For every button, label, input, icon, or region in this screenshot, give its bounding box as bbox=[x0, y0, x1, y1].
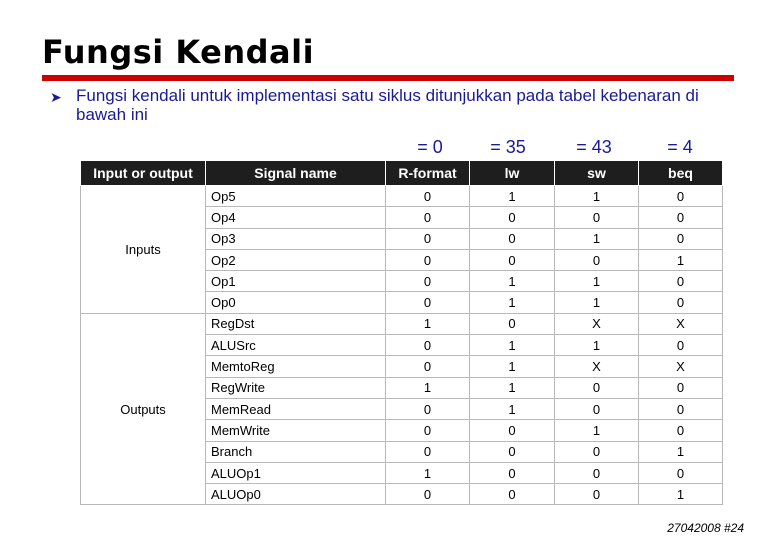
header-input-or-output: Input or output bbox=[81, 161, 206, 186]
signal-value-cell: 1 bbox=[386, 377, 470, 398]
signal-value-cell: 0 bbox=[386, 207, 470, 228]
signal-value-cell: 1 bbox=[555, 420, 639, 441]
signal-value-cell: 0 bbox=[386, 228, 470, 249]
slide-footer: 27042008 #24 bbox=[667, 521, 744, 535]
signal-value-cell: 0 bbox=[555, 207, 639, 228]
signal-value-cell: 0 bbox=[555, 462, 639, 483]
signal-name-cell: Branch bbox=[206, 441, 386, 462]
bullet-point bbox=[50, 86, 750, 124]
signal-value-cell: 0 bbox=[639, 377, 723, 398]
signal-value-cell: X bbox=[639, 313, 723, 334]
opcode-label-rformat: = 0 bbox=[417, 137, 443, 157]
header-beq: beq bbox=[639, 161, 723, 186]
signal-name-cell: Op0 bbox=[206, 292, 386, 313]
signal-value-cell: 0 bbox=[470, 484, 555, 505]
signal-value-cell: 0 bbox=[386, 398, 470, 419]
signal-value-cell: 0 bbox=[386, 335, 470, 356]
signal-value-cell: 0 bbox=[470, 207, 555, 228]
signal-value-cell: 1 bbox=[639, 484, 723, 505]
header-sw: sw bbox=[555, 161, 639, 186]
signal-value-cell: 0 bbox=[386, 271, 470, 292]
signal-value-cell: 0 bbox=[639, 186, 723, 207]
signal-value-cell: 1 bbox=[555, 228, 639, 249]
signal-value-cell: 0 bbox=[639, 207, 723, 228]
signal-value-cell: 0 bbox=[386, 441, 470, 462]
table-row bbox=[81, 313, 723, 334]
signal-value-cell: 0 bbox=[555, 377, 639, 398]
signal-name-cell: Op2 bbox=[206, 249, 386, 270]
signal-value-cell: 0 bbox=[386, 292, 470, 313]
signal-name-cell: Op5 bbox=[206, 186, 386, 207]
signal-name-cell: Op1 bbox=[206, 271, 386, 292]
signal-value-cell: 0 bbox=[470, 228, 555, 249]
signal-value-cell: 0 bbox=[639, 271, 723, 292]
signal-value-cell: 1 bbox=[470, 398, 555, 419]
signal-value-cell: 1 bbox=[555, 335, 639, 356]
control-truth-table bbox=[80, 160, 723, 505]
signal-value-cell: 0 bbox=[386, 249, 470, 270]
arrow-bullet-icon: ➤ bbox=[50, 89, 62, 105]
signal-name-cell: RegWrite bbox=[206, 377, 386, 398]
group-label: Outputs bbox=[81, 313, 206, 505]
signal-value-cell: 0 bbox=[386, 420, 470, 441]
signal-value-cell: 0 bbox=[639, 228, 723, 249]
signal-name-cell: Op3 bbox=[206, 228, 386, 249]
signal-name-cell: RegDst bbox=[206, 313, 386, 334]
signal-value-cell: 0 bbox=[555, 484, 639, 505]
signal-value-cell: 1 bbox=[470, 335, 555, 356]
signal-value-cell: X bbox=[555, 356, 639, 377]
table-header-row bbox=[81, 161, 723, 186]
signal-value-cell: 0 bbox=[639, 292, 723, 313]
signal-name-cell: MemRead bbox=[206, 398, 386, 419]
signal-value-cell: 0 bbox=[639, 420, 723, 441]
signal-value-cell: 1 bbox=[470, 271, 555, 292]
signal-value-cell: 0 bbox=[639, 462, 723, 483]
title-underline bbox=[42, 75, 734, 81]
signal-value-cell: 1 bbox=[470, 186, 555, 207]
slide-title: Fungsi Kendali bbox=[42, 33, 315, 71]
signal-value-cell: 1 bbox=[639, 441, 723, 462]
signal-value-cell: 0 bbox=[639, 398, 723, 419]
signal-value-cell: 1 bbox=[386, 313, 470, 334]
signal-value-cell: X bbox=[555, 313, 639, 334]
signal-value-cell: 0 bbox=[470, 313, 555, 334]
signal-value-cell: 0 bbox=[470, 420, 555, 441]
signal-name-cell: MemtoReg bbox=[206, 356, 386, 377]
opcode-label-sw: = 43 bbox=[576, 137, 612, 157]
signal-value-cell: 0 bbox=[555, 398, 639, 419]
signal-value-cell: 0 bbox=[470, 249, 555, 270]
signal-value-cell: 0 bbox=[470, 462, 555, 483]
header-lw: lw bbox=[470, 161, 555, 186]
signal-value-cell: 0 bbox=[639, 335, 723, 356]
signal-value-cell: 1 bbox=[470, 356, 555, 377]
signal-name-cell: Op4 bbox=[206, 207, 386, 228]
signal-name-cell: ALUOp1 bbox=[206, 462, 386, 483]
signal-name-cell: ALUOp0 bbox=[206, 484, 386, 505]
signal-value-cell: 1 bbox=[639, 249, 723, 270]
bullet-text: Fungsi kendali untuk implementasi satu siklus ditunjukkan pada tabel kebenaran di bawah ini bbox=[76, 86, 699, 124]
header-signal-name: Signal name bbox=[206, 161, 386, 186]
signal-value-cell: 0 bbox=[386, 484, 470, 505]
signal-name-cell: ALUSrc bbox=[206, 335, 386, 356]
signal-value-cell: 1 bbox=[555, 271, 639, 292]
signal-value-cell: 0 bbox=[470, 441, 555, 462]
signal-value-cell: 0 bbox=[386, 186, 470, 207]
signal-value-cell: 0 bbox=[555, 441, 639, 462]
signal-value-cell: 0 bbox=[386, 356, 470, 377]
signal-value-cell: 1 bbox=[470, 377, 555, 398]
signal-value-cell: 1 bbox=[386, 462, 470, 483]
signal-value-cell: 0 bbox=[555, 249, 639, 270]
table-row bbox=[81, 186, 723, 207]
signal-value-cell: 1 bbox=[555, 186, 639, 207]
signal-value-cell: 1 bbox=[555, 292, 639, 313]
group-label: Inputs bbox=[81, 186, 206, 314]
opcode-label-lw: = 35 bbox=[490, 137, 526, 157]
header-rformat: R-format bbox=[386, 161, 470, 186]
signal-name-cell: MemWrite bbox=[206, 420, 386, 441]
opcode-label-beq: = 4 bbox=[667, 137, 693, 157]
signal-value-cell: X bbox=[639, 356, 723, 377]
signal-value-cell: 1 bbox=[470, 292, 555, 313]
